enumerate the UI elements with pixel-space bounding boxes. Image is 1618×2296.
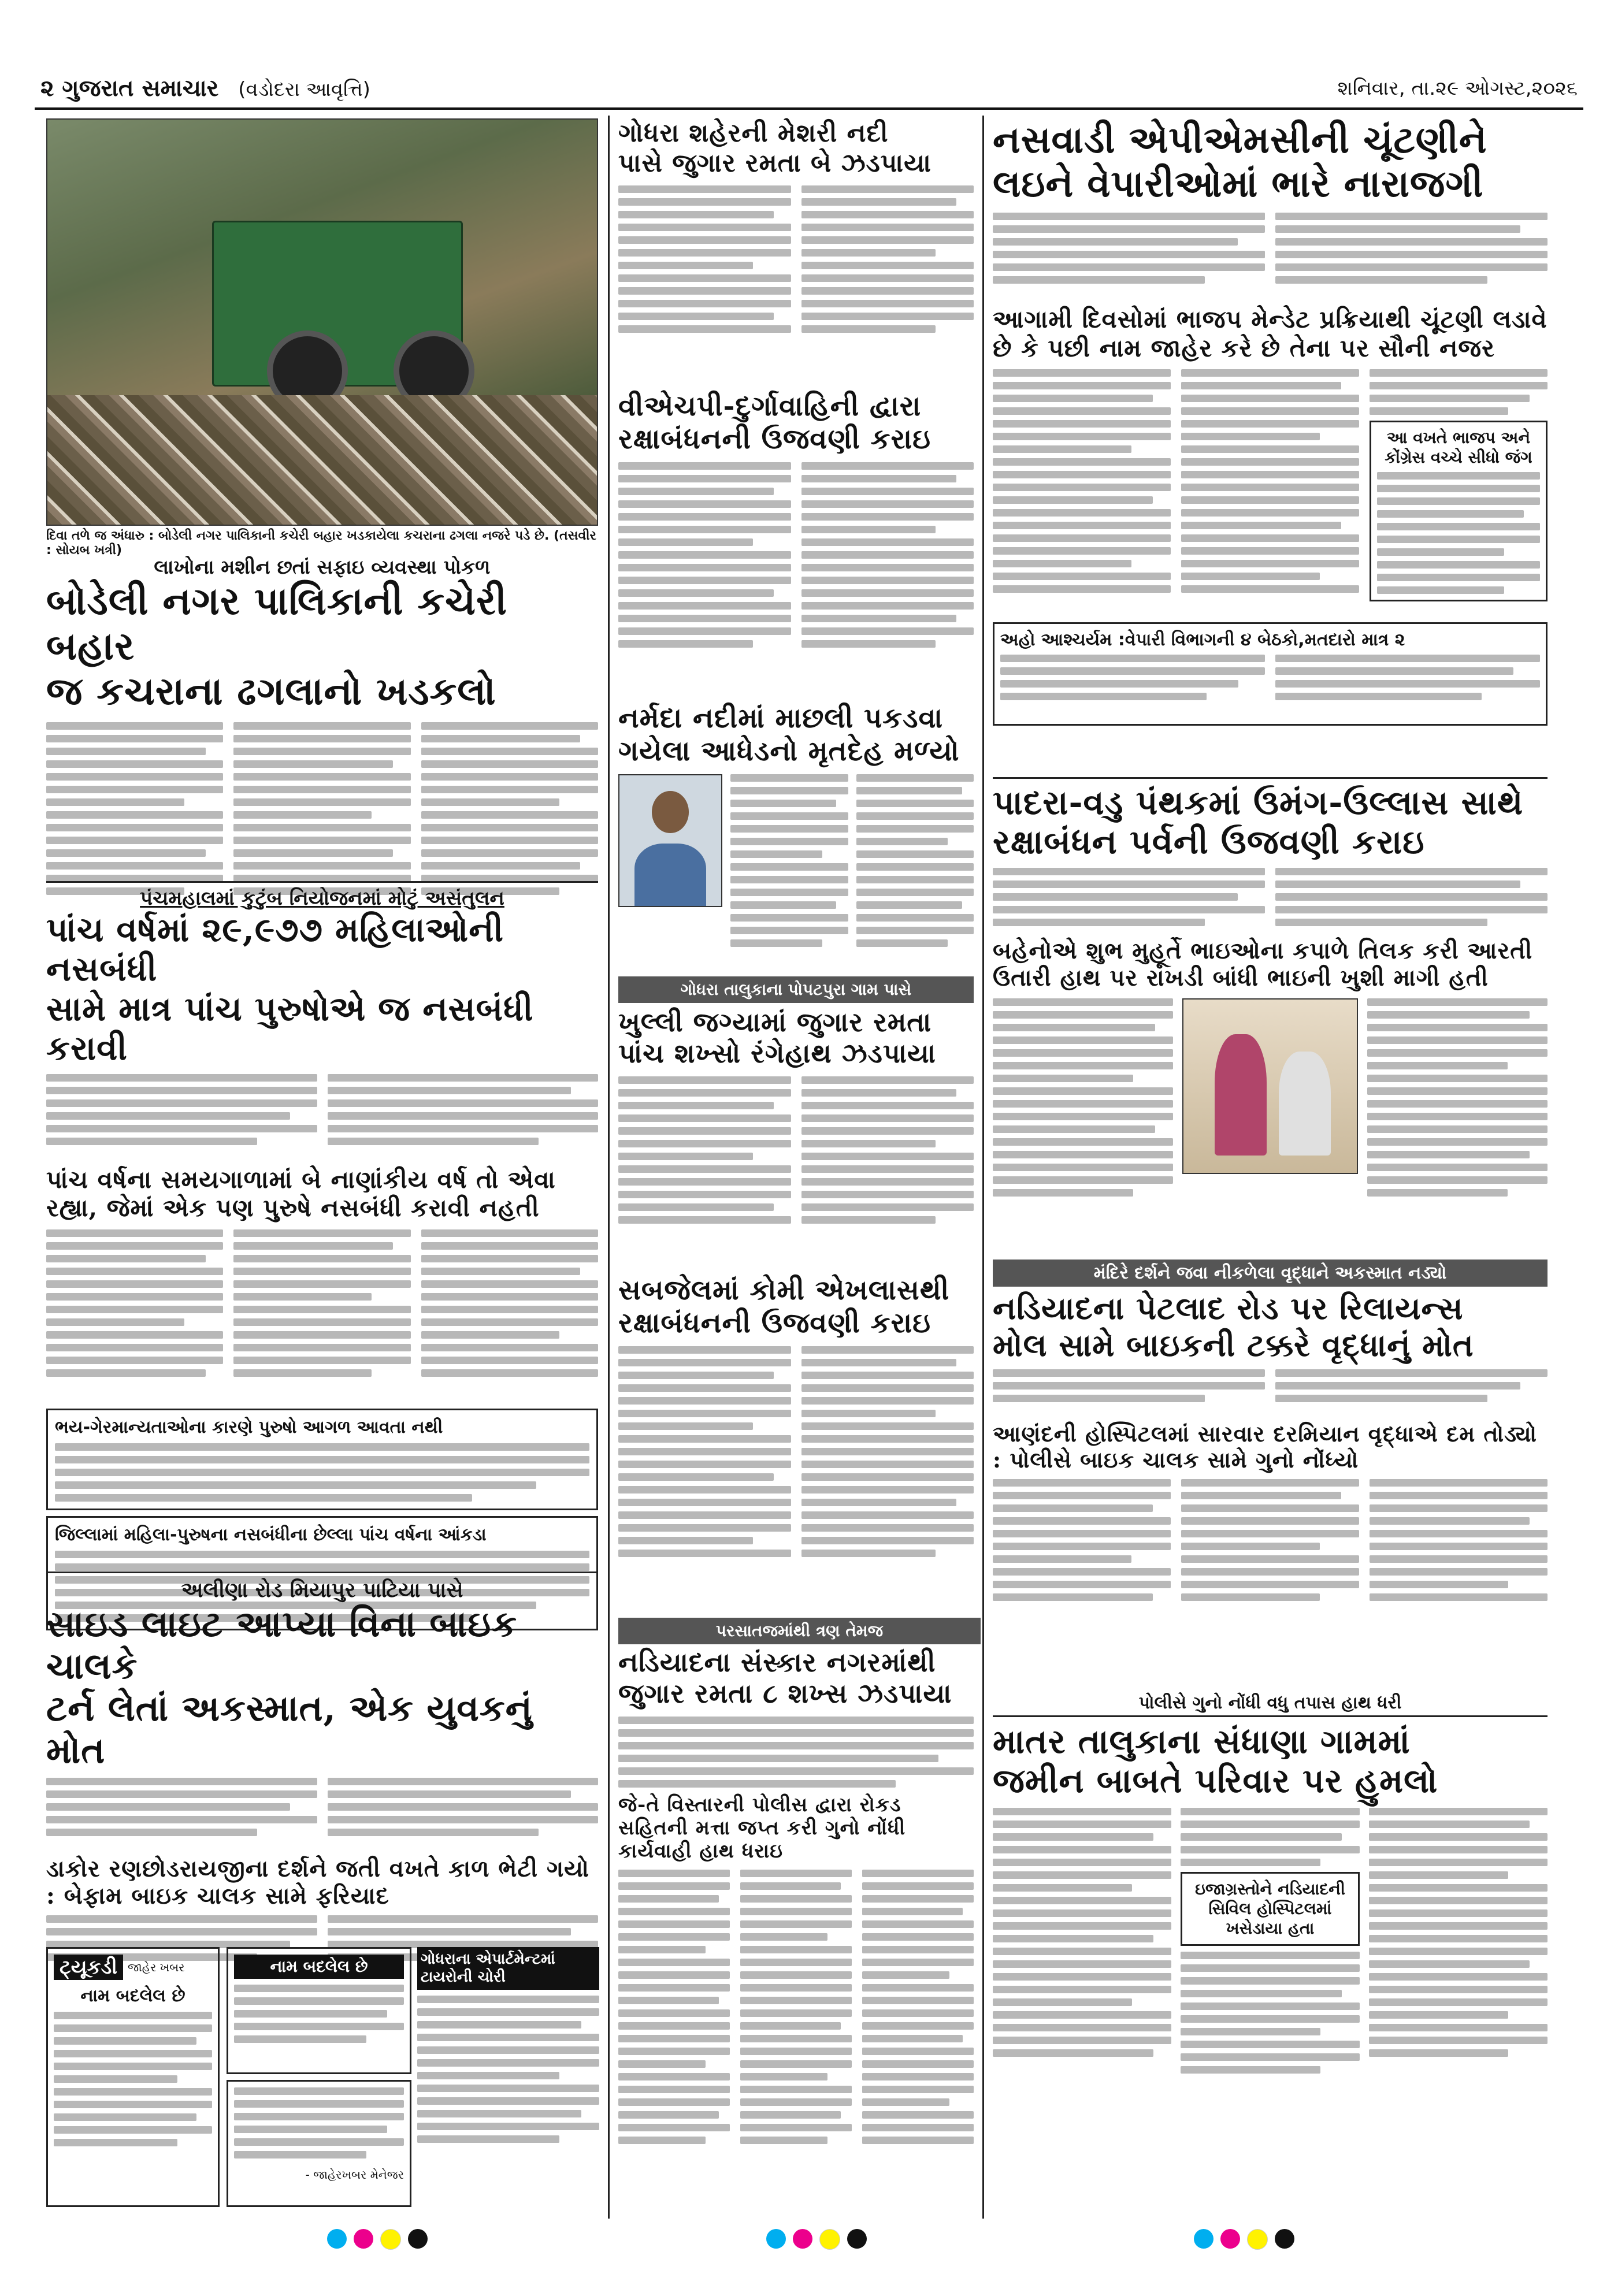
headline: નડિયાદના સંસ્કાર નગરમાંથી bbox=[618, 1647, 936, 1678]
registration-marks bbox=[1190, 2229, 1341, 2252]
headline: રક્ષાબંધન પર્વની ઉજવણી કરાઇ bbox=[993, 822, 1425, 862]
magenta-dot bbox=[793, 2229, 812, 2249]
article-body bbox=[618, 185, 974, 353]
story-narmada bbox=[618, 702, 974, 947]
masthead bbox=[40, 75, 370, 102]
headline: પાસે જુગાર રમતા બે ઝડપાયા bbox=[618, 148, 932, 178]
registration-marks bbox=[763, 2229, 913, 2252]
kicker: ગોધરા તાલુકાના પોપટપુરા ગામ પાસે bbox=[618, 976, 974, 1003]
article-body bbox=[993, 868, 1548, 937]
headline: રક્ષાબંધનની ઉજવણી કરાઇ bbox=[618, 422, 931, 455]
story-panchmahal bbox=[46, 887, 598, 1630]
story-matar bbox=[993, 1693, 1548, 2114]
photo-caption: દિવા તળે જ અંધારુ : બોડેલી નગર પાલિકાની કચેરી બહાર ખડકાયેલા કચરાના ઢગલા નજરે પડે છે. (તસવીર : સોયબ ખત્રી) bbox=[46, 529, 596, 558]
headline: બોડેલી નગર પાલિકાની કચેરી બહાર bbox=[46, 578, 507, 668]
article-body bbox=[993, 213, 1548, 299]
info-box bbox=[1370, 421, 1548, 601]
subheadline: જે-તે વિસ્તારની પોલીસ દ્વારા રોકડ સહિતની મત્તા જપ્ત કરી ગુનો નોંધી કાર્યવાહી હાથ ધરાઇ bbox=[618, 1793, 906, 1863]
info-box bbox=[46, 1409, 598, 1510]
issue-date: શનિવાર, તા.૨૯ ઓગસ્ટ,૨૦૨૬ bbox=[1337, 77, 1578, 100]
box-column bbox=[1370, 369, 1548, 618]
headline: ટર્ન લેતાં અકસ્માત, એક યુવકનું મોત bbox=[46, 1687, 533, 1772]
yellow-dot bbox=[380, 2229, 401, 2250]
story-nadiad-jugar-head bbox=[618, 1647, 974, 2193]
paper-name: ગુજરાત સમાચાર bbox=[62, 75, 219, 102]
ad-manager: - જાહેરખબર મેનેજર bbox=[305, 2168, 404, 2182]
story-tyre-theft bbox=[417, 1947, 599, 2207]
article-body bbox=[993, 1808, 1548, 2114]
headline: જુગાર રમતા ૮ શખ્સ ઝડપાયા bbox=[618, 1678, 952, 1710]
kicker: પરસાતજમાંથી ત્રણ તેમજ bbox=[618, 1618, 981, 1644]
story-reliance bbox=[993, 1260, 1548, 1623]
headline: રક્ષાબંધનની ઉજવણી કરાઇ bbox=[618, 1306, 931, 1339]
brother-figure bbox=[1279, 1052, 1331, 1156]
headline: સામે માત્ર પાંચ પુરુષોએ જ નસબંધી કરાવી bbox=[46, 989, 534, 1068]
headline: પાંચ વર્ષમાં ૨૯,૯૭૭ મહિલાઓની નસબંધી bbox=[46, 910, 504, 989]
logo-sub: જાહેર ખબર bbox=[128, 1960, 185, 1974]
torso bbox=[634, 844, 706, 906]
black-dot bbox=[408, 2229, 428, 2249]
headline: નસવાડી એપીએમસીની ચૂંટણીને bbox=[993, 118, 1487, 162]
headline: ગયેલા આધેડનો મૃતદેહ મળ્યો bbox=[618, 734, 960, 767]
headline: ડાકોર રણછોડરાયજીના દર્શને જતી વખતે કાળ ભેટી ગયો : બેફામ બાઇક ચાલક સામે ફરિયાદ bbox=[46, 1855, 589, 1909]
article-body bbox=[46, 1229, 598, 1403]
headline: સાઇડ લાઇટ આપ્યા વિના બાઇક ચાલકે bbox=[46, 1603, 517, 1688]
section-rule bbox=[46, 881, 598, 883]
headline: નર્મદા નદીમાં માછલી પકડવા bbox=[618, 702, 944, 734]
story-poptpura bbox=[618, 976, 974, 1250]
story-alina bbox=[46, 1578, 598, 1979]
headline: લઇને વેપારીઓમાં ભારે નારાજગી bbox=[993, 162, 1484, 206]
story-bodeli bbox=[46, 556, 598, 913]
headline: ગોધરા શહેરની મેશરી નદી bbox=[618, 118, 889, 148]
headline: ગોધરાના એપાર્ટમેન્ટમાં ટાયરોની ચોરી bbox=[417, 1947, 599, 1990]
section-rule bbox=[46, 1571, 598, 1573]
article-body bbox=[618, 462, 974, 676]
cyan-dot bbox=[327, 2229, 347, 2249]
headline: ખુલ્લી જગ્યામાં જુગાર રમતા bbox=[618, 1006, 932, 1038]
magenta-dot bbox=[1220, 2229, 1240, 2249]
story-vhp bbox=[618, 390, 974, 676]
headline: વીએચપી-દુર્ગાવાહિની દ્વારા bbox=[618, 390, 922, 422]
article-body bbox=[993, 1369, 1548, 1421]
subheadline: બહેનોએ શુભ મુહૂર્તે ભાઇઓના કપાળે તિલક કરી આરતી bbox=[993, 937, 1533, 964]
article-body bbox=[618, 1870, 974, 2193]
kicker: અલીણા રોડ મિયાપુર પાટિયા પાસે bbox=[181, 1578, 463, 1602]
page-number: ૨ bbox=[40, 75, 54, 102]
cyan-dot bbox=[766, 2229, 786, 2249]
column-rule bbox=[982, 116, 984, 2219]
sister-figure bbox=[1215, 1034, 1267, 1156]
subheadline: આણંદની હોસ્પિટલમાં સારવાર દરમિયાન વૃદ્ધાએ દમ તોડ્યો : પોલીસે બાઇક ચાલક સામે ગુનો નોંધ્યો bbox=[993, 1421, 1537, 1473]
article-body bbox=[618, 1346, 974, 1589]
cyan-dot bbox=[1194, 2229, 1214, 2249]
black-dot bbox=[847, 2229, 867, 2249]
headline: પાદરા-વડુ પંથકમાં ઉમંગ-ઉલ્લાસ સાથે bbox=[993, 783, 1524, 822]
magenta-dot bbox=[354, 2229, 373, 2249]
face bbox=[652, 791, 688, 833]
kicker: પંચમહાલમાં કુટુંબ નિયોજનમાં મોટું અસંતુલન bbox=[140, 887, 504, 910]
garbage-heap bbox=[47, 395, 597, 525]
box-column bbox=[1181, 1808, 1359, 2114]
box-title: ઇજાગ્રસ્તોને નડિયાદની સિવિલ હોસ્પિટલમાં ખસેડાયા હતા bbox=[1195, 1879, 1345, 1938]
article-body bbox=[618, 1076, 974, 1250]
rakhi-photo bbox=[1182, 998, 1358, 1174]
box-title: જિલ્લામાં મહિલા-પુરુષના નસબંધીના છેલ્લા પાંચ વર્ષના આંકડા bbox=[55, 1524, 487, 1545]
garbage-photo bbox=[46, 118, 598, 526]
article-body bbox=[993, 1479, 1548, 1623]
headline: જ કચરાના ઢગલાનો ખડકલો bbox=[46, 668, 496, 714]
subheadline: ઉતારી હાથ પર રાખડી બાંધી ભાઇની ખુશી માગી હતી bbox=[993, 964, 1489, 992]
classified-logo bbox=[54, 1955, 212, 1980]
classified-name-change bbox=[227, 1947, 411, 2074]
subheadline: આગામી દિવસોમાં ભાજપ મેન્ડેટ પ્રક્રિયાથી ચૂંટણી લડાવે છે કે પછી નામ જાહેર કરે છે તેના પર સૌની નજર bbox=[993, 305, 1548, 362]
logo-text: ટ્યૂકડી bbox=[54, 1955, 123, 1980]
kicker: મંદિરે દર્શને જવા નીકળેલા વૃદ્ધાને અકસ્માત નડ્યો bbox=[993, 1260, 1548, 1287]
black-dot bbox=[1275, 2229, 1294, 2249]
headline: મોલ સામે બાઇકની ટક્કરે વૃદ્ધાનું મોત bbox=[993, 1326, 1474, 1364]
kicker: લાખોના મશીન છતાં સફાઇ વ્યવસ્થા પોકળ bbox=[154, 556, 491, 579]
info-box bbox=[1181, 1872, 1359, 1946]
story-padra bbox=[993, 783, 1548, 1229]
column-rule bbox=[608, 116, 610, 2219]
registration-marks bbox=[324, 2229, 474, 2252]
article-body bbox=[46, 722, 598, 913]
subheadline: પાંચ વર્ષના સમયગાળામાં બે નાણાંકીય વર્ષ તો એવા રહ્યા, જેમાં એક પણ પુરુષે નસબંધી કરાવી નહતી bbox=[46, 1165, 556, 1223]
article-body bbox=[993, 998, 1548, 1229]
article-body bbox=[993, 369, 1548, 618]
classified-notice bbox=[227, 2080, 411, 2207]
edition-label: (વડોદરા આવૃત્તિ) bbox=[238, 78, 370, 101]
story-godhra bbox=[618, 118, 974, 353]
yellow-dot bbox=[1247, 2229, 1268, 2250]
headline: નડિયાદના પેટલાદ રોડ પર રિલાયન્સ bbox=[993, 1290, 1464, 1327]
page-header bbox=[35, 69, 1583, 110]
article-body bbox=[46, 1778, 598, 1853]
headline: પાંચ શખ્સો રંગેહાથ ઝડપાયા bbox=[618, 1038, 936, 1069]
article-body bbox=[618, 774, 974, 947]
section-rule bbox=[993, 777, 1548, 779]
box-title: ભય-ગેરમાન્યતાઓના કારણે પુરુષો આગળ આવતા નથી bbox=[55, 1417, 443, 1437]
headline: જમીન બાબતે પરિવાર પર હુમલો bbox=[993, 1761, 1438, 1801]
story-naswadi bbox=[993, 118, 1548, 726]
box-title: અહો આશ્ચર્યમ :વેપારી વિભાગની ૪ બેઠકો,મતદારો માત્ર ૨ bbox=[1000, 630, 1405, 651]
classified-name-change bbox=[46, 1947, 220, 2207]
victim-photo bbox=[618, 774, 722, 907]
headline: માતર તાલુકાના સંધાણા ગામમાં bbox=[993, 1722, 1411, 1761]
ad-title: નામ બદલેલ છે bbox=[80, 1986, 185, 2006]
box-body bbox=[1000, 655, 1540, 718]
story-jail bbox=[618, 1274, 974, 1589]
ad-title: નામ બદલેલ છે bbox=[234, 1955, 404, 1979]
kicker: પોલીસે ગુનો નોંધી વધુ તપાસ હાથ ધરી bbox=[993, 1693, 1548, 1717]
box-title: આ વખતે ભાજપ અને કોંગ્રેસ વચ્ચે સીધો જંગ bbox=[1385, 428, 1532, 467]
yellow-dot bbox=[819, 2229, 840, 2250]
headline: સબજેલમાં કોમી એખલાસથી bbox=[618, 1274, 950, 1306]
article-body bbox=[46, 1074, 598, 1161]
aside-box bbox=[993, 622, 1548, 726]
